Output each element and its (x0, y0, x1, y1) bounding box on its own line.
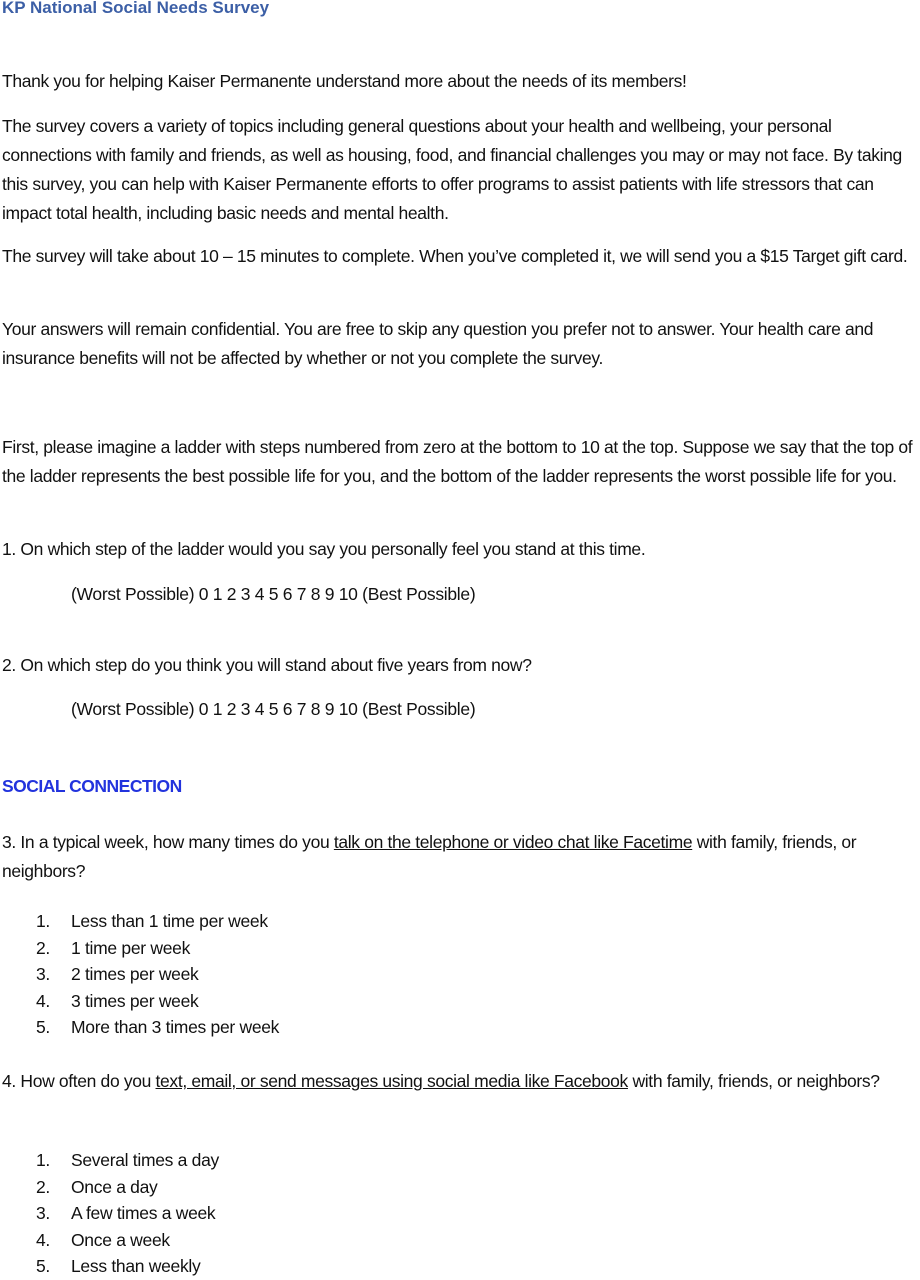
question-3-prefix: 3. In a typical week, how many times do you (2, 832, 334, 852)
section-heading-social-connection: SOCIAL CONNECTION (2, 776, 182, 796)
question-4 (2, 1067, 918, 1096)
question-3-suffix: with family, friends, or neighbors? (2, 832, 857, 881)
question-4-suffix: with family, friends, or neighbors? (627, 1071, 880, 1091)
question-1-scale: (Worst Possible) 0 1 2 3 4 5 6 7 8 9 10 (Best Possible) (71, 584, 476, 604)
question-3-underlined: talk on the telephone or video chat like Facetime (333, 832, 693, 852)
option-number: 3. (36, 964, 50, 984)
option-number: 3. (36, 1203, 50, 1223)
option-number: 5. (36, 1256, 50, 1276)
question-3 (2, 828, 918, 886)
option-label: A few times a week (71, 1203, 216, 1223)
option-number: 4. (36, 990, 50, 1011)
option-number: 4. (36, 1229, 50, 1250)
option-number: 2. (36, 1176, 50, 1197)
option-label: 1 time per week (71, 937, 191, 958)
intro-topics: The survey covers a variety of topics including general questions about your health and wellbeing, your personal connections with family and friends, as well as housing, food, and financial challenges you may or may not face. By taking this survey, you can help with Kaiser Permanente efforts to offer programs to assist patients with life stressors that can impact total health, including basic needs and mental health. (2, 116, 902, 223)
option-label: Less than 1 time per week (71, 911, 268, 931)
option-label: Several times a day (71, 1150, 219, 1170)
option-label: 2 times per week (71, 964, 199, 984)
question-2: 2. On which step do you think you will stand about five years from now? (2, 655, 532, 675)
option-label: 3 times per week (71, 990, 199, 1011)
intro-confidential: Your answers will remain confidential. You are free to skip any question you prefer not to answer. Your health care and insurance benefits will not be affected by whether or not you complete the survey. (2, 319, 874, 368)
option-label: Once a day (71, 1176, 158, 1197)
option-label: Once a week (71, 1229, 170, 1250)
question-2-scale: (Worst Possible) 0 1 2 3 4 5 6 7 8 9 10 (Best Possible) (71, 699, 476, 719)
option-number: 1. (36, 911, 50, 931)
intro-thanks: Thank you for helping Kaiser Permanente understand more about the needs of its members! (2, 71, 687, 91)
option-label: More than 3 times per week (71, 1017, 280, 1037)
option-label: Less than weekly (71, 1256, 201, 1276)
option-number: 1. (36, 1150, 50, 1170)
intro-duration: The survey will take about 10 – 15 minutes to complete. When you’ve completed it, we will send you a $15 Target gift card. (2, 246, 908, 266)
option-number: 2. (36, 937, 50, 958)
question-1: 1. On which step of the ladder would you say you personally feel you stand at this time. (2, 539, 646, 559)
question-4-underlined: text, email, or send messages using social media like Facebook (155, 1071, 628, 1091)
ladder-intro: First, please imagine a ladder with steps numbered from zero at the bottom to 10 at the top. Suppose we say that the top of the ladder represents the best possible life for you, and the bottom of the ladder represents the worst possible life for you. (2, 437, 913, 486)
document-title: KP National Social Needs Survey (2, 0, 270, 17)
question-4-prefix: 4. How often do you (2, 1071, 156, 1091)
option-number: 5. (36, 1017, 50, 1037)
